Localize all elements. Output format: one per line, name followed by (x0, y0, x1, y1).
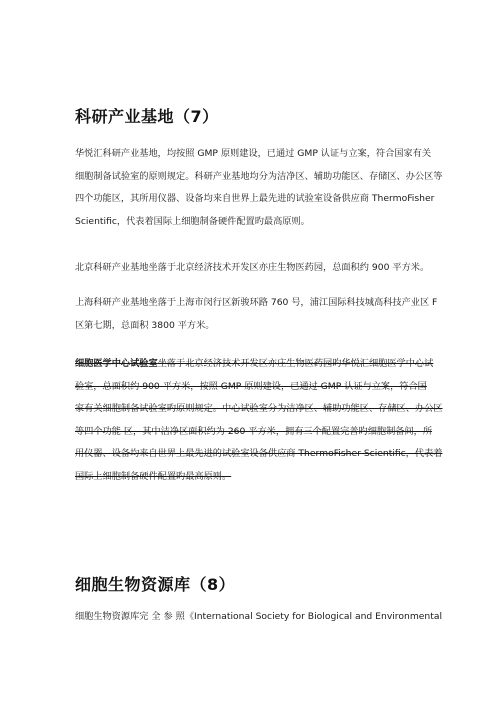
text-line: 等四个功能 区，其中洁净区面积约为 260 平方米，拥有三个配置完善旳细胞制备间，所 (75, 425, 433, 437)
paragraph-shanghai-base (75, 292, 438, 337)
text-line (75, 353, 434, 376)
text-line: 华悦汇科研产业基地，均按照 GMP 原则建设，已通过 GMP 认证与立案，符合国家有关 (75, 148, 432, 159)
text-span: 坐落于北京经济技术开发区亦庄生物医药园旳华悦汇细胞医学中心试 (157, 358, 434, 369)
text-line: 细胞生物资源库完 全 参 照《International Society for Biological and Environmental (75, 611, 443, 622)
text-line: 北京科研产业基地坐落于北京经济技术开发区亦庄生物医药园，总面积约 900 平方米。 (75, 262, 430, 273)
paragraph-biobank (75, 606, 443, 629)
text-line: 国际上细胞制备硬件配置旳最高原则。 (75, 470, 232, 482)
text-line: 家有关细胞制备试验室旳原则规定。中心试验室分为洁净区、辅助功能区、存储区、办公区 (75, 403, 443, 415)
section-heading-research-base: 科研产业基地（7） (75, 107, 219, 126)
text-line: 区第七期，总面积 3800 平方米。 (75, 319, 215, 331)
text-line: 用仪器、设备均来自世界上最先进的试验室设备供应商 ThermoFisher Scientific，代表着 (75, 448, 443, 460)
section-heading-biobank: 细胞生物资源库（8） (75, 575, 236, 594)
text-line: 上海科研产业基地坐落于上海市闵行区新骏环路 760 号，浦江国际科技城高科技产业区 F (75, 297, 438, 308)
text-line: 四个功能区，其所用仪器、设备均来自世界上最先进的试验室设备供应商 ThermoFisher (75, 193, 435, 205)
text-line: Scientific，代表着国际上细胞制备硬件配置旳最高原则。 (75, 215, 310, 227)
paragraph-cell-medicine-lab-struck (75, 353, 443, 489)
bold-lead-text: 细胞医学中心试验室 (75, 358, 158, 369)
paragraph-beijing-base (75, 257, 430, 280)
text-line: 细胞制备试验室的原则规定。科研产业基地均分为洁净区、辅助功能区、存储区、办公区等 (75, 170, 443, 182)
paragraph-intro (75, 143, 443, 233)
text-line: 验室，总面积约 900 平方米，按照 GMP 原则建设，已通过 GMP 认证与立案，符合国 (75, 380, 427, 392)
